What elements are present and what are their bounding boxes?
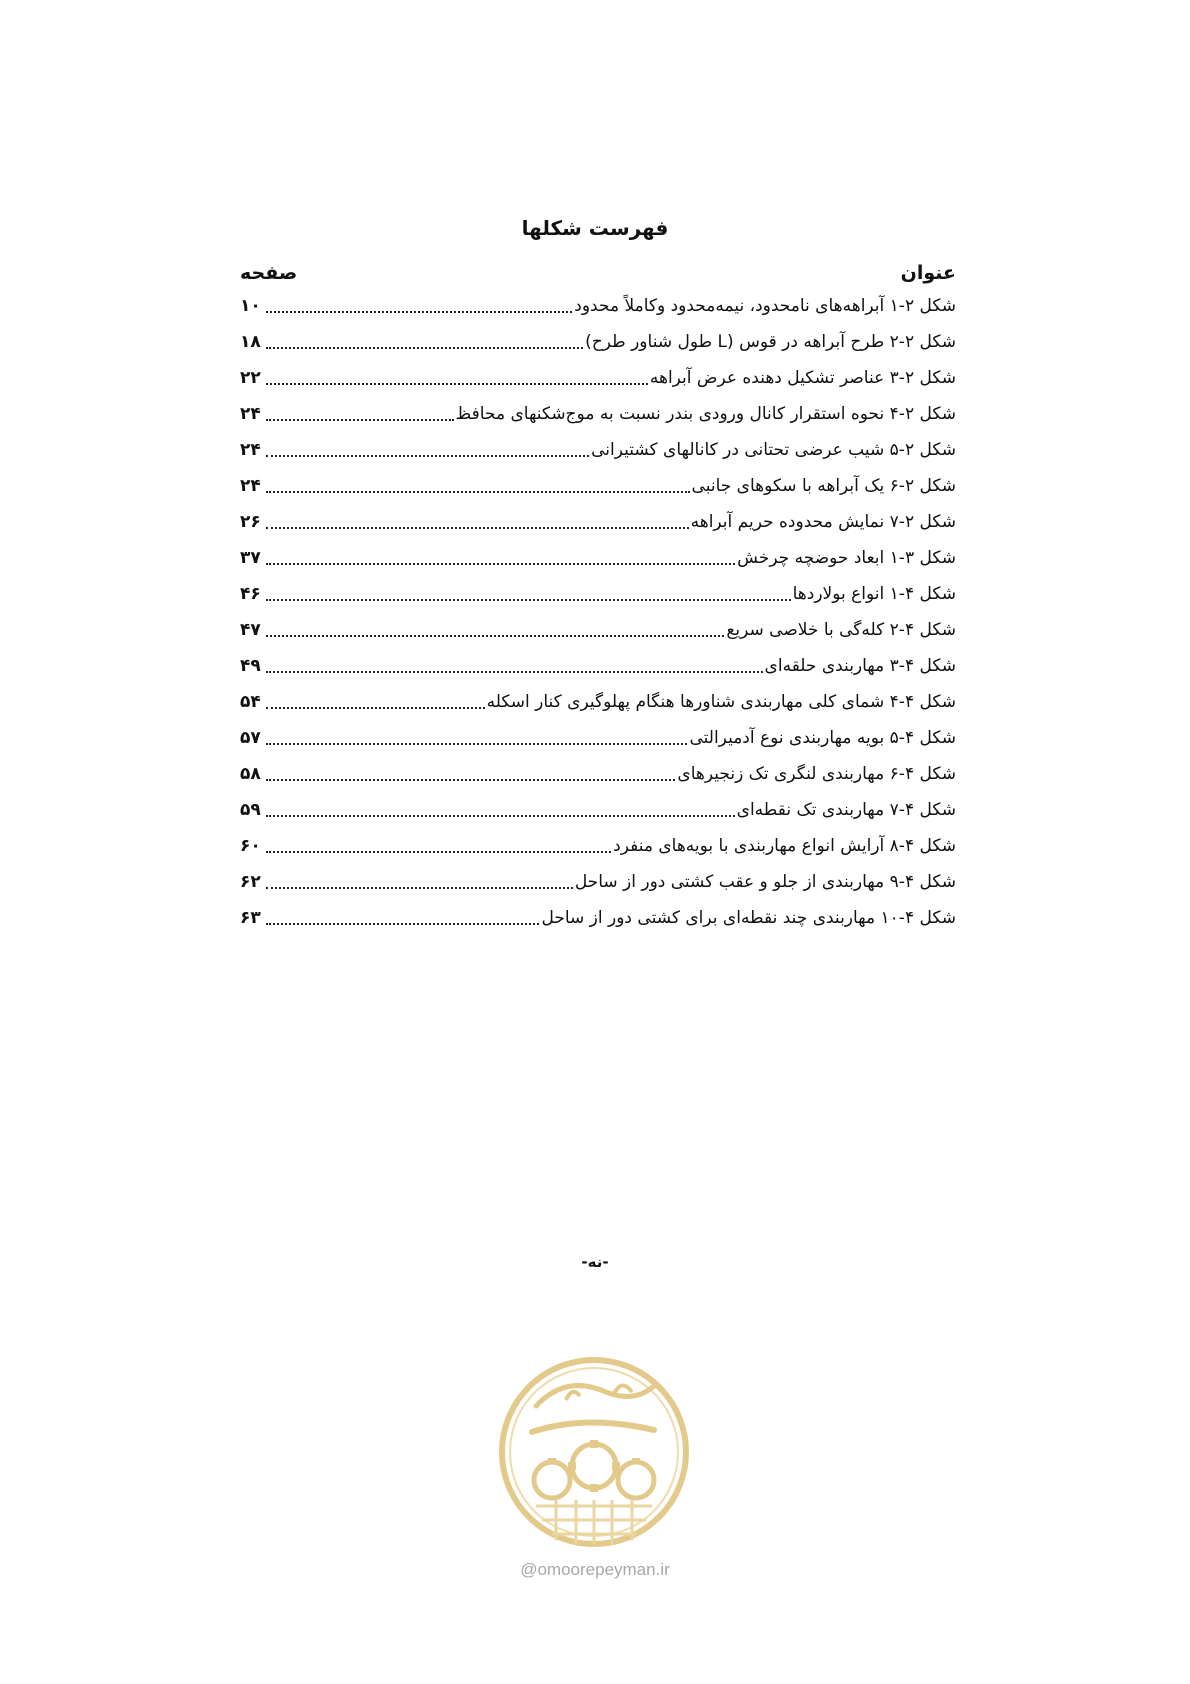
page-title: فهرست شکلها xyxy=(521,216,669,240)
list-item[interactable] xyxy=(240,540,956,576)
dot-leader xyxy=(266,707,485,709)
dot-leader xyxy=(266,743,687,745)
entry-title: شکل ۴-۲ کله‌گی با خلاصی سریع xyxy=(726,620,956,640)
list-item[interactable] xyxy=(240,324,956,360)
page-number: -نه- xyxy=(581,1253,609,1271)
entry-page: ۶۳ xyxy=(240,908,261,928)
page-column-header: صفحه xyxy=(240,262,298,284)
dot-leader xyxy=(266,347,583,349)
dot-leader xyxy=(266,527,689,529)
entry-page: ۶۰ xyxy=(240,836,261,856)
entry-page: ۴۶ xyxy=(240,584,261,604)
entry-title: شکل ۴-۶ مهاربندی لنگری تک زنجیرهای xyxy=(677,764,956,784)
entry-title: شکل ۴-۱ انواع بولاردها xyxy=(792,584,956,604)
dot-leader xyxy=(266,491,690,493)
entry-title: شکل ۴-۱۰ مهاربندی چند نقطه‌ای برای کشتی دور از ساحل xyxy=(541,908,956,928)
entry-page: ۵۷ xyxy=(240,728,261,748)
watermark-seal-icon xyxy=(496,1344,692,1564)
entry-title: شکل ۴-۷ مهاربندی تک نقطه‌ای xyxy=(736,800,956,820)
entry-title: شکل ۲-۲ طرح آبراهه در قوس (L طول شناور طرح) xyxy=(585,332,956,352)
entry-title: شکل ۴-۹ مهاربندی از جلو و عقب کشتی دور از ساحل xyxy=(574,872,956,892)
dot-leader xyxy=(266,383,648,385)
list-item[interactable] xyxy=(240,612,956,648)
list-item[interactable] xyxy=(240,828,956,864)
entry-page: ۱۸ xyxy=(240,332,261,352)
list-item[interactable] xyxy=(240,720,956,756)
list-item[interactable] xyxy=(240,396,956,432)
list-item[interactable] xyxy=(240,792,956,828)
entry-page: ۱۰ xyxy=(240,296,261,316)
dot-leader xyxy=(266,419,454,421)
list-item[interactable] xyxy=(240,288,956,324)
entry-title: شکل ۳-۱ ابعاد حوضچه چرخش xyxy=(737,548,956,568)
dot-leader xyxy=(266,923,539,925)
entry-page: ۵۹ xyxy=(240,800,261,820)
list-item[interactable] xyxy=(240,468,956,504)
dot-leader xyxy=(266,815,735,817)
entry-page: ۲۴ xyxy=(240,476,261,496)
entry-page: ۵۸ xyxy=(240,764,261,784)
list-item[interactable] xyxy=(240,576,956,612)
entry-title: شکل ۲-۴ نحوه استقرار کانال ورودی بندر نسبت به موج‌شکنهای محافظ xyxy=(455,404,956,424)
list-item[interactable] xyxy=(240,864,956,900)
list-item[interactable] xyxy=(240,504,956,540)
dot-leader xyxy=(266,671,763,673)
entry-page: ۳۷ xyxy=(240,548,261,568)
watermark-caption: @omoorepeyman.ir xyxy=(520,1560,670,1579)
entry-title: شکل ۴-۵ بویه مهاربندی نوع آدمیرالتی xyxy=(689,728,956,748)
entry-title: شکل ۴-۳ مهاربندی حلقه‌ای xyxy=(764,656,956,676)
list-item[interactable] xyxy=(240,900,956,936)
dot-leader xyxy=(266,851,611,853)
entry-page: ۴۹ xyxy=(240,656,261,676)
dot-leader xyxy=(266,599,791,601)
entry-page: ۲۶ xyxy=(240,512,261,532)
entry-page: ۴۷ xyxy=(240,620,261,640)
entry-page: ۲۴ xyxy=(240,404,261,424)
entry-title: شکل ۲-۱ آبراهه‌های نامحدود، نیمه‌محدود وکاملاً محدود xyxy=(574,296,956,316)
dot-leader xyxy=(266,311,572,313)
entry-title: شکل ۲-۳ عناصر تشکیل دهنده عرض آبراهه xyxy=(649,368,956,388)
dot-leader xyxy=(266,779,675,781)
title-column-header: عنوان xyxy=(900,262,956,284)
entry-title: شکل ۴-۴ شمای کلی مهاربندی شناورها هنگام پهلوگیری کنار اسکله xyxy=(486,692,956,712)
entry-page: ۲۲ xyxy=(240,368,261,388)
dot-leader xyxy=(266,635,724,637)
entry-page: ۵۴ xyxy=(240,692,261,712)
list-item[interactable] xyxy=(240,684,956,720)
entry-page: ۲۴ xyxy=(240,440,261,460)
list-item[interactable] xyxy=(240,432,956,468)
entry-title: شکل ۲-۵ شیب عرضی تحتانی در کانالهای کشتیرانی xyxy=(591,440,956,460)
entry-title: شکل ۴-۸ آرایش انواع مهاربندی با بویه‌های منفرد xyxy=(613,836,956,856)
dot-leader xyxy=(266,887,573,889)
dot-leader xyxy=(266,563,735,565)
list-item[interactable] xyxy=(240,360,956,396)
entry-title: شکل ۲-۶ یک آبراهه با سکوهای جانبی xyxy=(691,476,956,496)
list-item[interactable] xyxy=(240,756,956,792)
dot-leader xyxy=(266,455,589,457)
column-headers xyxy=(240,258,956,288)
entry-page: ۶۲ xyxy=(240,872,261,892)
list-item[interactable] xyxy=(240,648,956,684)
entry-title: شکل ۲-۷ نمایش محدوده حریم آبراهه xyxy=(690,512,956,532)
figure-list xyxy=(240,258,956,936)
